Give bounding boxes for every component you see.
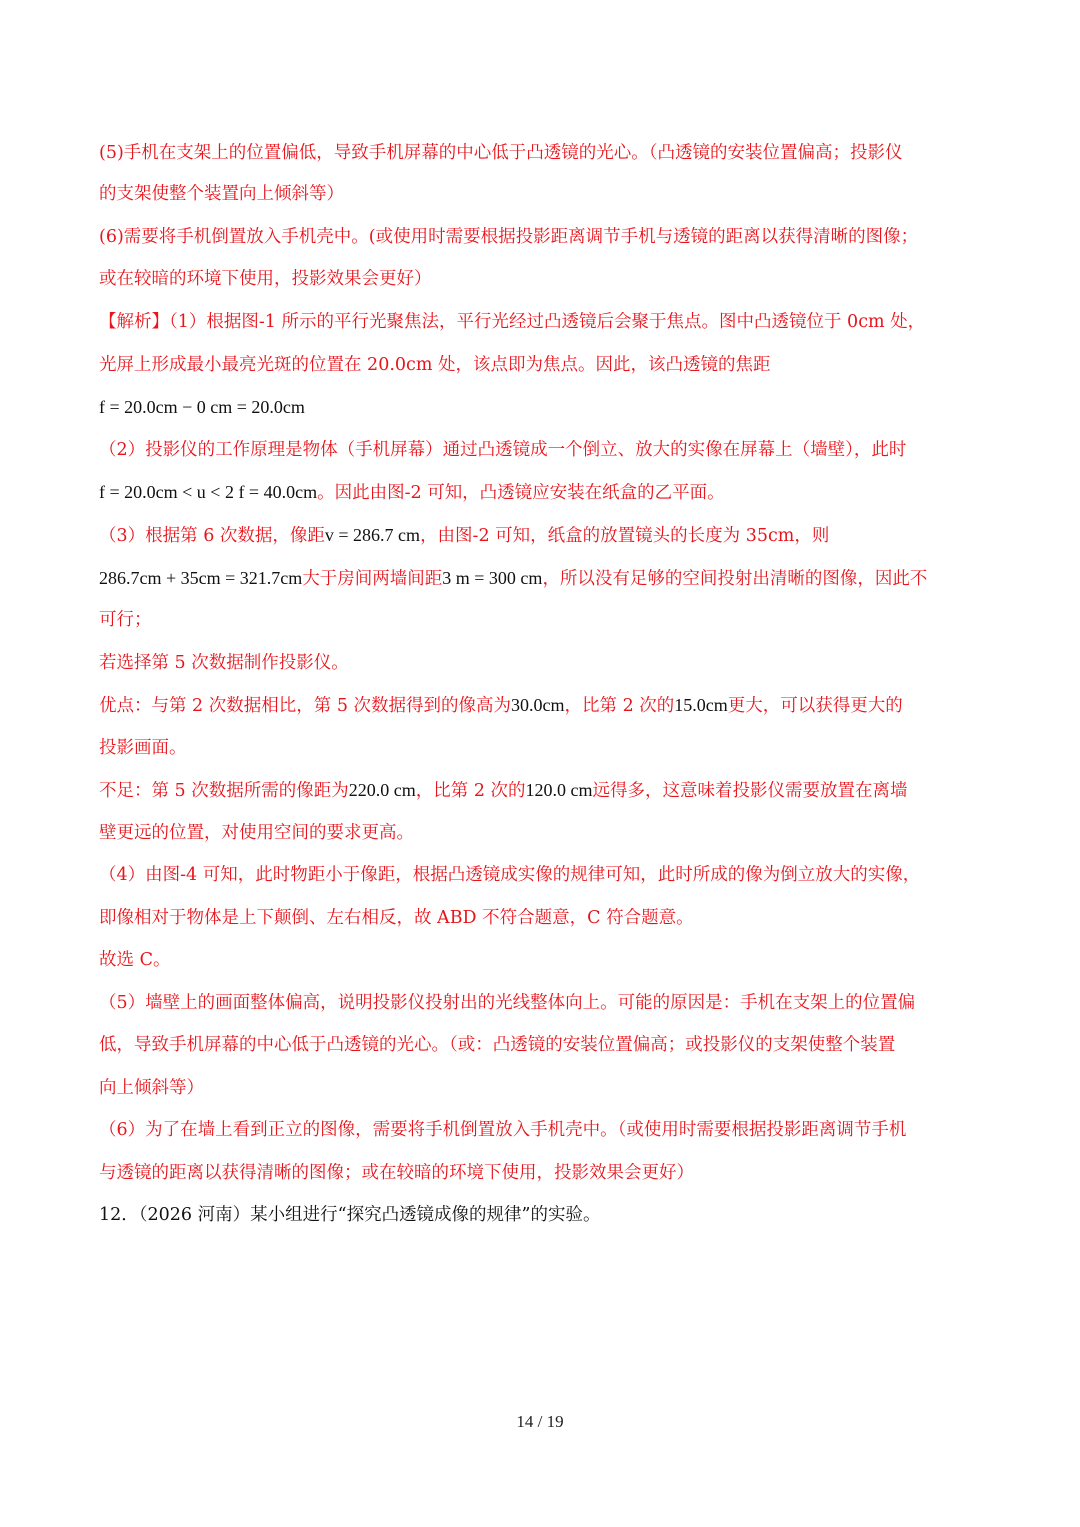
math-image-distance-2: 120.0 cm — [525, 780, 593, 800]
answer-line-6a: (6)需要将手机倒置放入手机壳中。(或使用时需要根据投影距离调节手机与透镜的距离以获得清晰的图像； — [99, 227, 919, 247]
formula-focal-length — [99, 394, 984, 421]
analysis-line-1a: 【解析】（1）根据图-1 所示的平行光聚焦法，平行光经过凸透镜后会聚于焦点。图中凸透镜位于 0cm 处， — [99, 312, 926, 332]
advantage-line-a — [99, 692, 984, 719]
answer-line-5b: 的支架使整个装置向上倾斜等） — [99, 184, 344, 204]
analysis-line-4a: （4）由图-4 可知，此时物距小于像距，根据凸透镜成实像的规律可知，此时所成的像为倒立放大的实像， — [99, 865, 921, 885]
analysis-line-6b: 与透镜的距离以获得清晰的图像；或在较暗的环境下使用，投影效果会更好） — [99, 1163, 694, 1183]
disadvantage-line-b: 壁更远的位置，对使用空间的要求更高。 — [99, 823, 414, 843]
text-segment: 不足：第 5 次数据所需的像距为 — [99, 781, 349, 801]
text-segment: 更大，可以获得更大的 — [727, 696, 903, 716]
text-segment: 远得多，这意味着投影仪需要放置在离墙 — [592, 781, 908, 801]
text-segment: ，比第 2 次的 — [564, 696, 675, 716]
math-focal-length: f = 20.0cm − 0 cm = 20.0cm — [99, 397, 305, 417]
math-image-height-2: 15.0cm — [674, 695, 728, 715]
analysis-line-1b: 光屏上形成最小最亮光斑的位置在 20.0cm 处，该点即为焦点。因此，该凸透镜的焦距 — [99, 355, 771, 375]
analysis-line-2b — [99, 479, 984, 506]
text-segment: 。因此由图-2 可知，凸透镜应安装在纸盒的乙平面。 — [317, 483, 725, 503]
text-segment: ，所以没有足够的空间投射出清晰的图像，因此不 — [542, 569, 928, 589]
text-segment: ，由图-2 可知，纸盒的放置镜头的长度为 35cm，则 — [420, 526, 830, 546]
math-image-height-5: 30.0cm — [511, 695, 565, 715]
text-segment: 大于房间两墙间距 — [302, 569, 443, 589]
question-12: 12．（2026 河南）某小组进行“探究凸透镜成像的规律”的实验。 — [99, 1205, 601, 1225]
advantage-line-b: 投影画面。 — [99, 738, 187, 758]
analysis-line-4c: 故选 C。 — [99, 950, 171, 970]
math-object-distance: f = 20.0cm < u < 2 f = 40.0cm — [99, 482, 318, 502]
analysis-line-3c: 可行； — [99, 610, 152, 630]
page-number: 14 / 19 — [516, 1412, 564, 1431]
analysis-line-2a: （2）投影仪的工作原理是物体（手机屏幕）通过凸透镜成一个倒立、放大的实像在屏幕上（墙壁），此时 — [99, 440, 907, 460]
analysis-line-3b — [99, 565, 984, 592]
math-image-distance: v = 286.7 cm — [324, 525, 421, 545]
text-segment: ，比第 2 次的 — [415, 781, 526, 801]
disadvantage-line-a — [99, 777, 984, 804]
text-segment: 优点：与第 2 次数据相比，第 5 次数据得到的像高为 — [99, 696, 512, 716]
analysis-line-5b: 低，导致手机屏幕的中心低于凸透镜的光心。（或：凸透镜的安装位置偏高；或投影仪的支架使整个装置 — [99, 1035, 896, 1055]
analysis-line-3a — [99, 522, 984, 549]
math-sum-length: 286.7cm + 35cm = 321.7cm — [99, 568, 303, 588]
answer-line-6b: 或在较暗的环境下使用，投影效果会更好） — [99, 269, 432, 289]
math-image-distance-5: 220.0 cm — [348, 780, 416, 800]
math-wall-distance: 3 m = 300 cm — [442, 568, 543, 588]
text-segment: （3）根据第 6 次数据，像距 — [99, 526, 325, 546]
analysis-line-6a: （6）为了在墙上看到正立的图像，需要将手机倒置放入手机壳中。（或使用时需要根据投影距离调节手机 — [99, 1120, 907, 1140]
analysis-line-4b: 即像相对于物体是上下颠倒、左右相反，故 ABD 不符合题意，C 符合题意。 — [99, 908, 694, 928]
analysis-line-5a: （5）墙壁上的画面整体偏高，说明投影仪投射出的光线整体向上。可能的原因是：手机在支架上的位置偏 — [99, 993, 916, 1013]
analysis-line-5c: 向上倾斜等） — [99, 1078, 204, 1098]
answer-line-5a: (5)手机在支架上的位置偏低，导致手机屏幕的中心低于凸透镜的光心。（凸透镜的安装位置偏高；投影仪 — [99, 143, 903, 163]
analysis-line-3d: 若选择第 5 次数据制作投影仪。 — [99, 653, 349, 673]
